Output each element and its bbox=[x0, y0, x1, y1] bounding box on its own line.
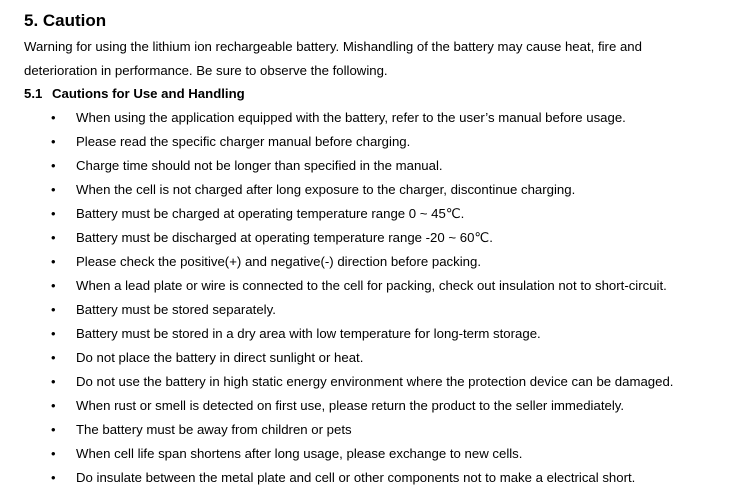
section-title: 5. Caution bbox=[24, 11, 107, 30]
caution-text: When the cell is not charged after long exposure to the charger, discontinue charging. bbox=[76, 182, 576, 197]
caution-text: Charge time should not be longer than specified in the manual. bbox=[76, 158, 443, 173]
bullet-icon: • bbox=[51, 374, 56, 389]
caution-text: Battery must be charged at operating temperature range 0 ~ 45℃. bbox=[76, 206, 465, 221]
bullet-icon: • bbox=[51, 470, 56, 485]
bullet-icon: • bbox=[51, 446, 56, 461]
caution-list bbox=[0, 106, 732, 490]
bullet-icon: • bbox=[51, 254, 56, 269]
caution-list-item bbox=[0, 394, 732, 418]
caution-text: Do not use the battery in high static energy environment where the protection device can be damaged. bbox=[76, 374, 674, 389]
bullet-icon: • bbox=[51, 302, 56, 317]
bullet-icon: • bbox=[51, 326, 56, 341]
caution-list-item bbox=[0, 298, 732, 322]
bullet-icon: • bbox=[51, 422, 56, 437]
bullet-icon: • bbox=[51, 398, 56, 413]
subsection-heading bbox=[24, 84, 245, 104]
caution-text: When using the application equipped with the battery, refer to the user’s manual before usage. bbox=[76, 110, 626, 125]
caution-text: Battery must be stored separately. bbox=[76, 302, 276, 317]
caution-list-item bbox=[0, 442, 732, 466]
caution-list-item bbox=[0, 130, 732, 154]
bullet-icon: • bbox=[51, 110, 56, 125]
bullet-icon: • bbox=[51, 278, 56, 293]
caution-text: Do not place the battery in direct sunlight or heat. bbox=[76, 350, 364, 365]
bullet-icon: • bbox=[51, 206, 56, 221]
subsection-title: Cautions for Use and Handling bbox=[52, 86, 245, 101]
caution-text: Please check the positive(+) and negative(-) direction before packing. bbox=[76, 254, 482, 269]
caution-list-item bbox=[0, 370, 732, 394]
intro-line-2: deterioration in performance. Be sure to observe the following. bbox=[24, 63, 388, 78]
caution-list-item bbox=[0, 226, 732, 250]
bullet-icon: • bbox=[51, 158, 56, 173]
caution-list-item bbox=[0, 274, 732, 298]
intro-paragraph bbox=[24, 35, 704, 83]
caution-text: Please read the specific charger manual before charging. bbox=[76, 134, 411, 149]
caution-list-item bbox=[0, 154, 732, 178]
bullet-icon: • bbox=[51, 182, 56, 197]
caution-list-item bbox=[0, 418, 732, 442]
caution-list-item bbox=[0, 250, 732, 274]
caution-list-item bbox=[0, 178, 732, 202]
caution-text: Battery must be stored in a dry area with low temperature for long-term storage. bbox=[76, 326, 541, 341]
caution-text: Do insulate between the metal plate and cell or other components not to make a electrical short. bbox=[76, 470, 636, 485]
intro-line-1: Warning for using the lithium ion rechargeable battery. Mishandling of the battery may cause heat, fire and bbox=[24, 39, 642, 54]
bullet-icon: • bbox=[51, 350, 56, 365]
caution-text: When cell life span shortens after long usage, please exchange to new cells. bbox=[76, 446, 523, 461]
caution-list-item bbox=[0, 202, 732, 226]
caution-text: When rust or smell is detected on first use, please return the product to the seller immediately. bbox=[76, 398, 625, 413]
caution-list-item bbox=[0, 106, 732, 130]
caution-text: When a lead plate or wire is connected to the cell for packing, check out insulation not to short-circuit. bbox=[76, 278, 667, 293]
caution-list-item bbox=[0, 346, 732, 370]
bullet-icon: • bbox=[51, 230, 56, 245]
caution-list-item bbox=[0, 466, 732, 490]
subsection-number: 5.1 bbox=[24, 86, 43, 101]
caution-text: The battery must be away from children or pets bbox=[76, 422, 352, 437]
caution-text: Battery must be discharged at operating temperature range -20 ~ 60℃. bbox=[76, 230, 493, 245]
bullet-icon: • bbox=[51, 134, 56, 149]
caution-list-item bbox=[0, 322, 732, 346]
